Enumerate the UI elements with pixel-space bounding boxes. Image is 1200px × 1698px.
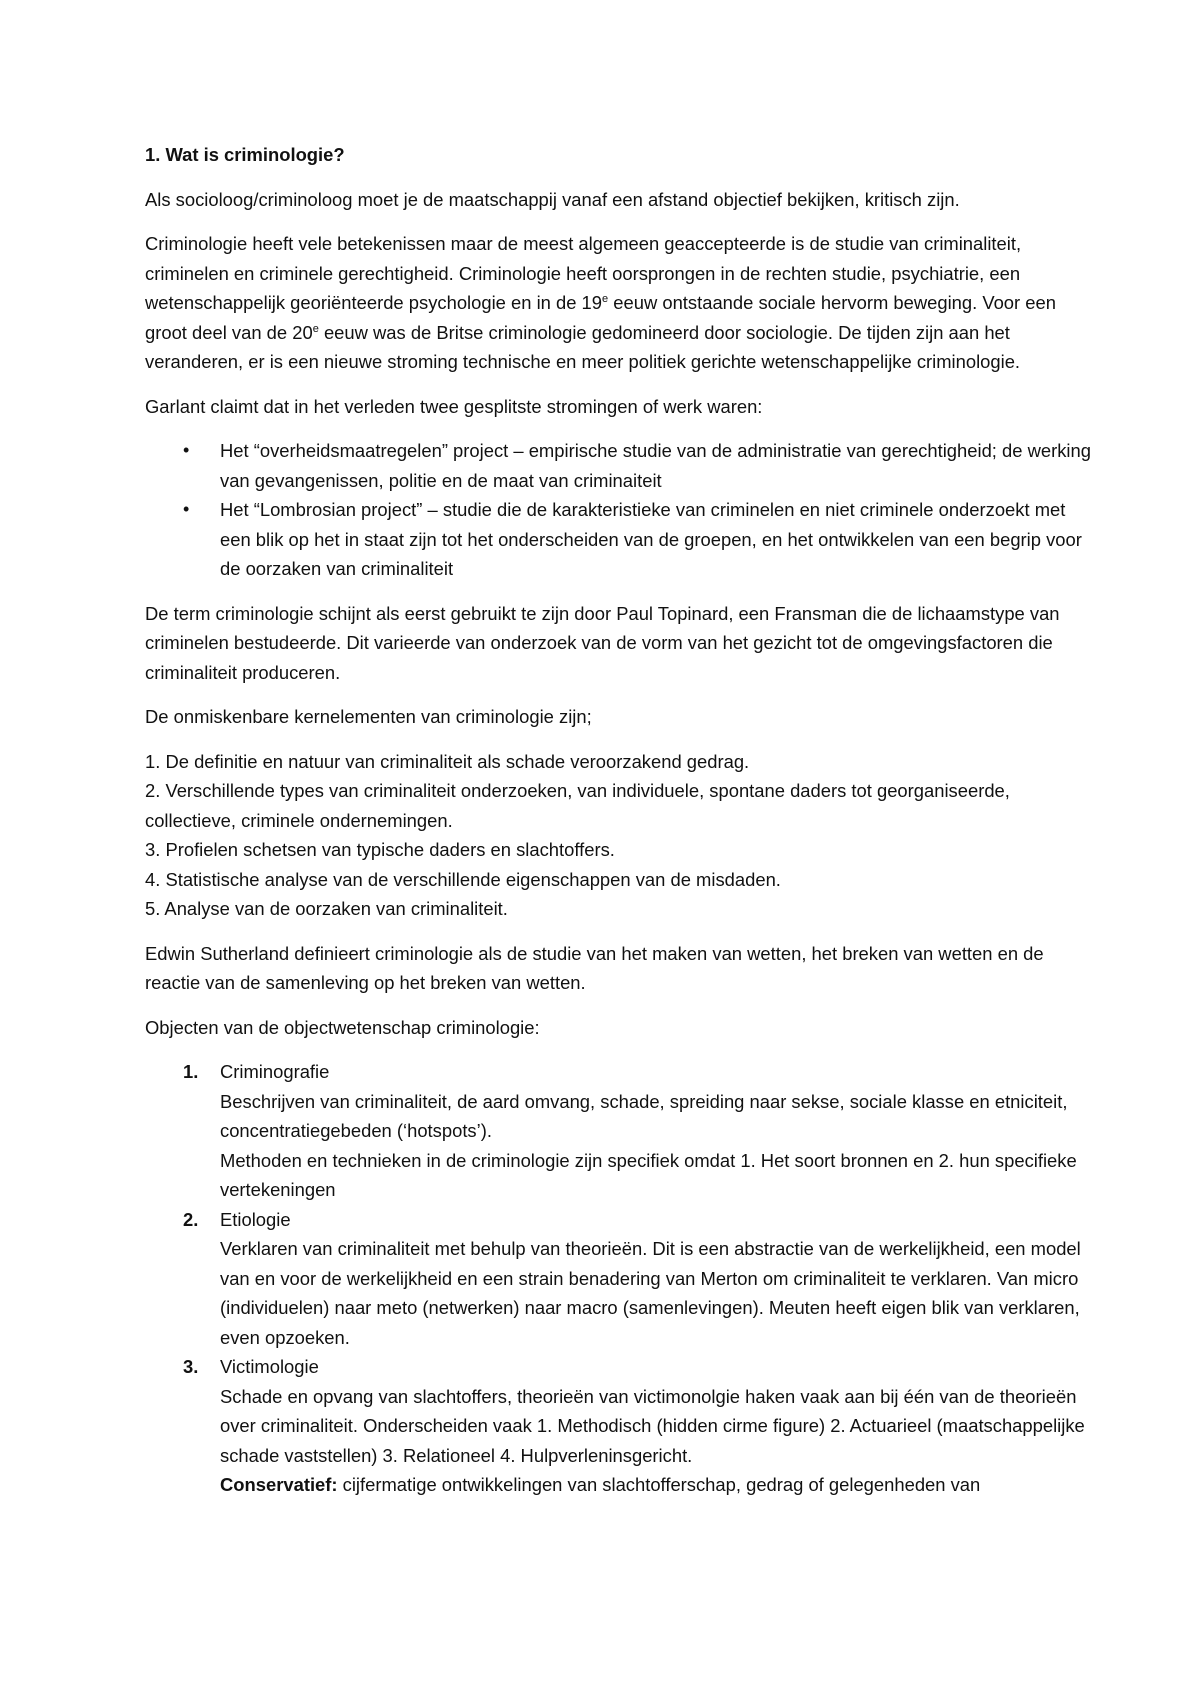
- object-title: Criminografie: [220, 1061, 330, 1082]
- object-line: Beschrijven van criminaliteit, de aard omvang, schade, spreiding naar sekse, sociale klasse en etniciteit, concentratiegebeden (‘hotspots’).: [220, 1090, 1068, 1141]
- object-label-bold: Conservatief:: [220, 1474, 338, 1495]
- kernelement-item: 1. De definitie en natuur van criminaliteit als schade veroorzakend gedrag.: [145, 750, 750, 772]
- bullet-text: Het “Lombrosian project” – studie die de karakteristieke van criminelen en niet criminele onderzoekt met een blik op het in staat zijn tot het onderscheiden van de groepen, en het ontwikkelen van een begrip voor de oorzaken van criminaliteit: [220, 499, 1082, 579]
- intro-paragraph: Als socioloog/criminoloog moet je de maatschappij vanaf een afstand objectief bekijken, kritisch zijn.: [145, 188, 960, 210]
- object-line: Verklaren van criminaliteit met behulp van theorieën. Dit is een abstractie van de werkelijkheid, een model van en voor de werkelijkheid en een strain benadering van Merton om criminaliteit te verklaren. Van micro (individuelen) naar meto (netwerken) naar macro (samenlevingen). Meuten heeft eigen blik van verklaren, even opzoeken.: [220, 1238, 1081, 1348]
- bullet-item: [145, 436, 1100, 495]
- section-heading: 1. Wat is criminologie?: [145, 144, 345, 165]
- object-title: Victimologie: [220, 1356, 319, 1377]
- garlant-paragraph: Garlant claimt dat in het verleden twee gesplitste stromingen of werk waren:: [145, 395, 763, 417]
- kernelementen-intro: De onmiskenbare kernelementen van criminologie zijn;: [145, 706, 592, 727]
- kernelement-item: 5. Analyse van de oorzaken van criminaliteit.: [145, 898, 508, 919]
- bullet-list: [145, 436, 1100, 584]
- definition-text-c: eeuw was de Britse criminologie gedomineerd door sociologie. De tijden zijn aan het veranderen, er is een nieuwe stroming technische en meer politiek gerichte wetenschappelijke criminologie.: [145, 321, 1021, 372]
- object-item: [145, 1205, 1100, 1353]
- object-item: [145, 1352, 1100, 1500]
- object-label-text: cijfermatige ontwikkelingen van slachtofferschap, gedrag of gelegenheden van: [337, 1474, 981, 1495]
- topinard-paragraph: De term criminologie schijnt als eerst gebruikt te zijn door Paul Topinard, een Fransman die de lichaamstype van criminelen bestudeerde. Dit varieerde van onderzoek van de vorm van het gezicht tot de omgevingsfactoren die criminaliteit produceren.: [145, 602, 1060, 683]
- object-number: 3.: [183, 1356, 199, 1377]
- objects-list: [145, 1057, 1100, 1500]
- object-line: Schade en opvang van slachtoffers, theorieën van victimonolgie haken vaak aan bij één van de theorieën over criminaliteit. Onderscheiden vaak 1. Methodisch (hidden cirme figure) 2. Actuarieel (maatschappelijke schade vaststellen) 3. Relationeel 4. Hulpverleninsgericht.: [220, 1385, 1085, 1466]
- kernelement-item: 4. Statistische analyse van de verschillende eigenschappen van de misdaden.: [145, 868, 781, 890]
- kernelement-item: 3. Profielen schetsen van typische daders en slachtoffers.: [145, 839, 615, 860]
- superscript-e: e: [312, 322, 319, 335]
- sutherland-paragraph: Edwin Sutherland definieert criminologie als de studie van het maken van wetten, het breken van wetten en de reactie van de samenleving op het breken van wetten.: [145, 942, 1044, 993]
- bullet-icon: •: [183, 499, 190, 519]
- bullet-text: Het “overheidsmaatregelen” project – empirische studie van de administratie van gerechtigheid; de werking van gevangenissen, politie en de maat van criminaiteit: [220, 440, 1091, 491]
- bullet-item: [145, 495, 1100, 584]
- definition-paragraph: [145, 229, 1100, 377]
- kernelementen-list: [145, 747, 1100, 924]
- object-title: Etiologie: [220, 1208, 291, 1230]
- object-line: Methoden en technieken in de criminologie zijn specifiek omdat 1. Het soort bronnen en 2. hun specifieke vertekeningen: [220, 1149, 1077, 1200]
- object-line: [220, 1470, 1100, 1500]
- object-number: 2.: [183, 1208, 199, 1230]
- definition-text-b: eeuw ontstaande sociale hervorm beweging. Voor een groot deel van de 20: [145, 292, 1056, 343]
- objects-intro: Objecten van de objectwetenschap criminologie:: [145, 1016, 540, 1038]
- kernelement-item: 2. Verschillende types van criminaliteit onderzoeken, van individuele, spontane daders tot georganiseerde, collectieve, criminele ondernemingen.: [145, 780, 1010, 831]
- bullet-icon: •: [183, 440, 190, 460]
- definition-text-a: Criminologie heeft vele betekenissen maar de meest algemeen geaccepteerde is de studie van criminaliteit, criminelen en criminele gerechtigheid. Criminologie heeft oorsprongen in de rechten studie, psychiatrie, een wetenschappelijk georiënteerde psychologie en in de 19: [145, 233, 1022, 313]
- object-number: 1.: [183, 1061, 199, 1082]
- superscript-e: e: [602, 292, 609, 305]
- object-item: [145, 1057, 1100, 1205]
